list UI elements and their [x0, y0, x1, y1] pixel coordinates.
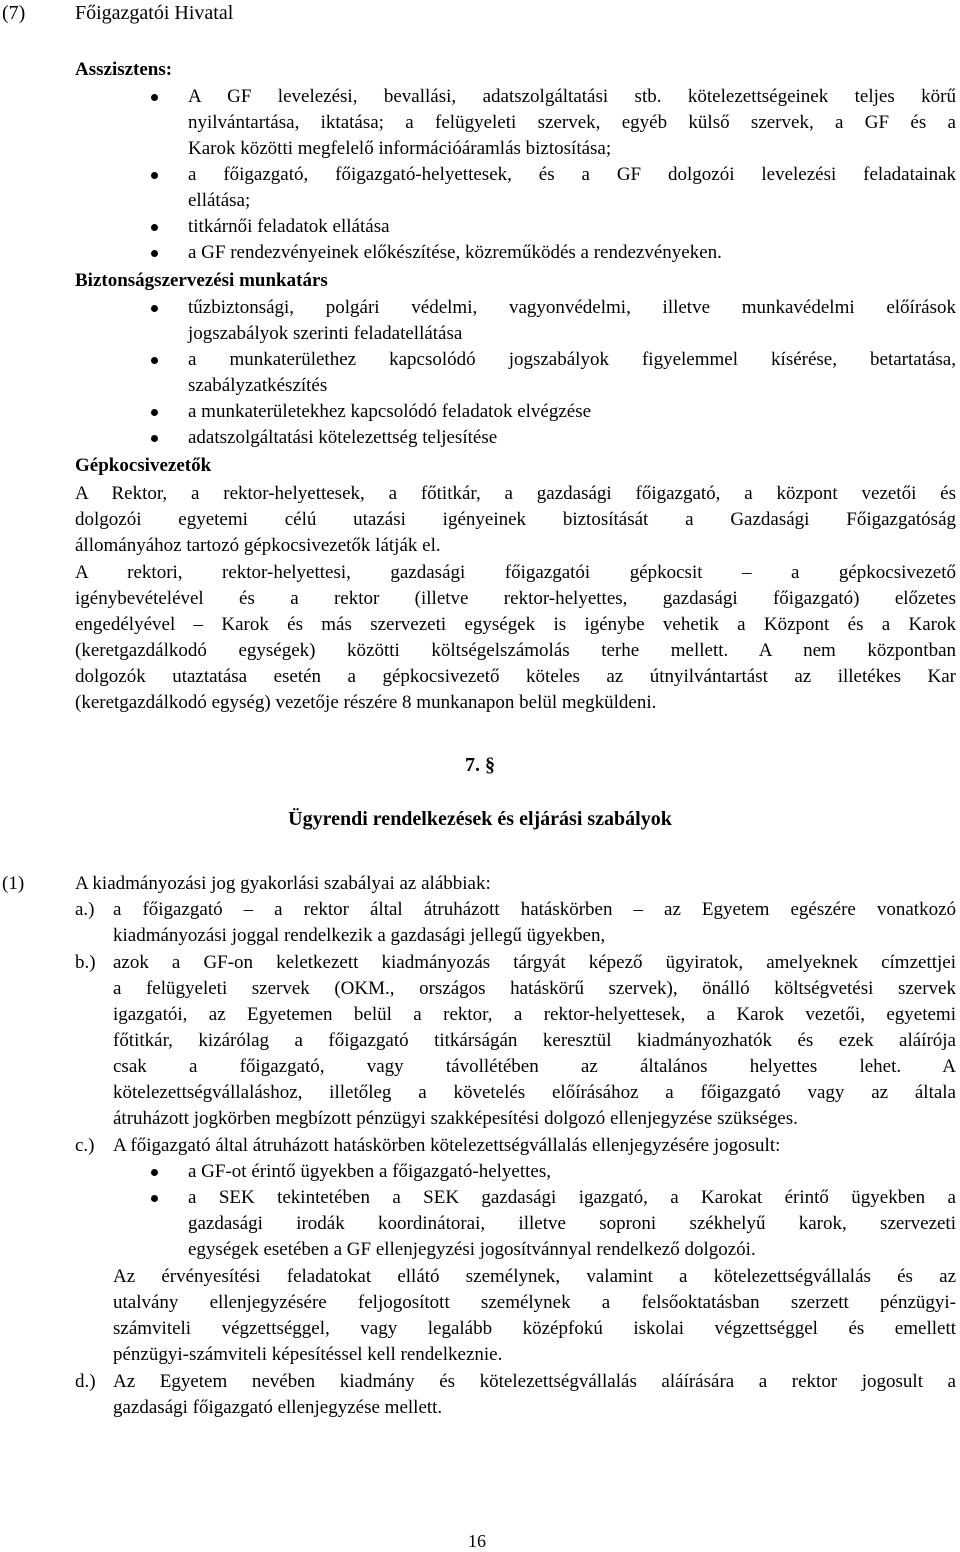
item-line: gazdasági főigazgató ellenjegyzése mellett.: [113, 1397, 443, 1418]
paragraph-line: igénybevételével és a rektor (illetve rektor-helyettes, gazdasági főigazgató) előzetes: [75, 588, 956, 609]
list-item-line: jogszabályok szerinti feladatellátása: [188, 323, 463, 344]
item-label-d: d.): [75, 1371, 96, 1392]
bullet-icon: [151, 172, 158, 179]
item-line: kötelezettségvállaláshoz, illetőleg a követelés előírásához a főigazgató vagy az általa: [113, 1082, 956, 1103]
list-item-line: egységek esetében a GF ellenjegyzési jogosítvánnyal rendelkező dolgozói.: [188, 1239, 756, 1260]
list-item-line: tűzbiztonsági, polgári védelmi, vagyonvédelmi, illetve munkavédelmi előírások: [188, 297, 956, 318]
item-line: a felügyeleti szervek (OKM., országos hatáskörű szervek), önálló költségvetési szervek: [113, 978, 956, 999]
list-item-line: gazdasági irodák koordinátorai, illetve soproni székhelyű karok, szervezeti: [188, 1213, 956, 1234]
list-item-line: A GF levelezési, bevallási, adatszolgáltatási stb. kötelezettségeinek teljes körű: [188, 86, 956, 107]
item-line: főtitkár, kizárólag a főigazgató titkárságán keresztül kiadmányozhatók és ezek aláírója: [113, 1030, 956, 1051]
list-item-line: Karok közötti megfelelő információáramlás biztosítása;: [188, 138, 612, 159]
item-label-a: a.): [75, 899, 95, 920]
item-line: kiadmányozási joggal rendelkezik a gazdasági jellegű ügyekben,: [113, 925, 606, 946]
bullet-icon: [151, 250, 158, 257]
bullet-icon: [151, 435, 158, 442]
item-line: Az Egyetem nevében kiadmány és kötelezettségvállalás aláírására a rektor jogosult a: [113, 1371, 956, 1392]
paragraph-line: dolgozói egyetemi célú utazási igényeinek biztosítását a Gazdasági Főigazgatóság: [75, 509, 956, 530]
bullet-icon: [151, 224, 158, 231]
list-item-line: a GF rendezvényeinek előkészítése, közreműködés a rendezvényeken.: [188, 242, 722, 263]
bullet-icon: [151, 409, 158, 416]
assistant-heading: Asszisztens:: [75, 59, 173, 80]
section-number: (7): [2, 2, 26, 24]
chapter-title: Ügyrendi rendelkezések és eljárási szabályok: [288, 808, 672, 830]
drivers-heading: Gépkocsivezetők: [75, 455, 212, 476]
bullet-icon: [151, 1169, 158, 1176]
page-number: 16: [468, 1531, 486, 1551]
bullet-icon: [151, 1195, 158, 1202]
paragraph-line: pénzügyi-számviteli képesítéssel kell rendelkeznie.: [113, 1344, 503, 1365]
list-item-line: ellátása;: [188, 190, 251, 211]
list-item-line: a főigazgató, főigazgató-helyettesek, és a GF dolgozói levelezési feladatainak: [188, 164, 956, 185]
paragraph-line: (keretgazdálkodó egység) vezetője részére 8 munkanapon belül megküldeni.: [75, 692, 657, 713]
bullet-icon: [151, 305, 158, 312]
item-line: igazgatói, az Egyetemen belül a rektor, a rektor-helyettesek, a Karok vezetői, egyetemi: [113, 1004, 956, 1025]
item-line: csak a főigazgató, vagy távollétében az általános helyettes lehet. A: [113, 1056, 956, 1077]
security-heading: Biztonságszervezési munkatárs: [75, 270, 328, 291]
paragraph-line: (keretgazdálkodó egységek) közötti költségelszámolás terhe mellett. A nem központban: [75, 640, 956, 661]
paragraph-line: számviteli végzettséggel, vagy legalább középfokú iskolai végzettséggel és emellett: [113, 1318, 956, 1339]
paragraph-line: utalvány ellenjegyzésére feljogosított személynek a felsőoktatásban szerzett pénzügyi-: [113, 1292, 956, 1313]
paragraph-line: dolgozók utaztatása esetén a gépkocsivezető köteles az útnyilvántartást az illetékes Kar: [75, 666, 956, 687]
item-intro: A főigazgató által átruházott hatáskörben kötelezettségvállalás ellenjegyzésére jogosult:: [113, 1135, 781, 1156]
item-label-b: b.): [75, 952, 96, 973]
paragraph-line: A rektori, rektor-helyettesi, gazdasági főigazgatói gépkocsit – a gépkocsivezető: [75, 562, 956, 583]
bullet-icon: [151, 357, 158, 364]
paragraph-line: A Rektor, a rektor-helyettesek, a főtitkár, a gazdasági főigazgató, a központ vezetői és: [75, 483, 956, 504]
paragraph-line: állományához tartozó gépkocsivezetők látják el.: [75, 535, 441, 556]
item-line: átruházott jogkörben megbízott pénzügyi szakképesítési dolgozó ellenjegyzése szükséges.: [113, 1108, 798, 1129]
list-item-line: a SEK tekintetében a SEK gazdasági igazgató, a Karokat érintő ügyekben a: [188, 1187, 956, 1208]
rule-number: (1): [2, 873, 25, 894]
section-title: Főigazgatói Hivatal: [75, 2, 234, 24]
item-label-c: c.): [75, 1135, 95, 1156]
paragraph-line: engedélyével – Karok és más szervezeti egységek is igénybe vehetik a Központ és a Karok: [75, 614, 956, 635]
list-item-line: a munkaterületekhez kapcsolódó feladatok elvégzése: [188, 401, 592, 422]
list-item-line: a munkaterülethez kapcsolódó jogszabályok figyelemmel kísérése, betartatása,: [188, 349, 956, 370]
paragraph-line: Az érvényesítési feladatokat ellátó személynek, valamint a kötelezettségvállalás és az: [113, 1266, 956, 1287]
item-line: azok a GF-on keletkezett kiadmányozás tárgyát képező ügyiratok, amelyeknek címzettjei: [113, 952, 956, 973]
list-item-line: nyilvántartása, iktatása; a felügyeleti szervek, egyéb külső szervek, a GF és a: [188, 112, 956, 133]
list-item-line: szabályzatkészítés: [188, 375, 328, 396]
list-item-line: adatszolgáltatási kötelezettség teljesítése: [188, 427, 498, 448]
chapter-number: 7. §: [465, 754, 495, 776]
rule-intro: A kiadmányozási jog gyakorlási szabályai az alábbiak:: [75, 873, 491, 894]
list-item-line: a GF-ot érintő ügyekben a főigazgató-helyettes,: [188, 1161, 551, 1182]
list-item-line: titkárnői feladatok ellátása: [188, 216, 390, 237]
item-line: a főigazgató – a rektor által átruházott hatáskörben – az Egyetem egészére vonatkozó: [113, 899, 956, 920]
bullet-icon: [151, 94, 158, 101]
